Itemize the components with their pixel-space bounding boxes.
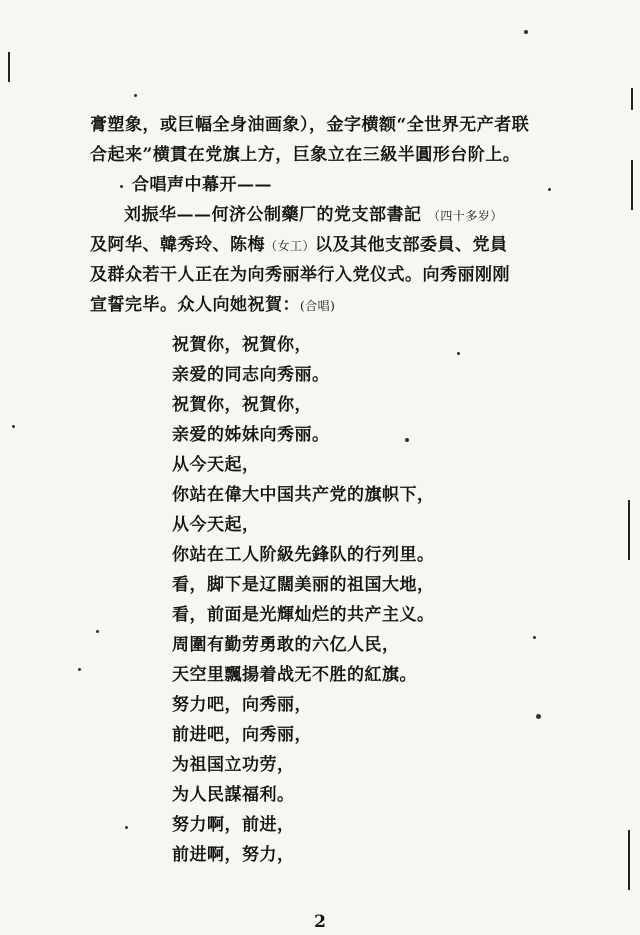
- scan-speck: [96, 630, 99, 633]
- character-list-cont: 以及其他支部委員、党員: [315, 235, 508, 255]
- text-line: 合起来”横貫在党旗上方，巨象立在三級半圓形台阶上。: [90, 145, 521, 165]
- scan-edge-mark: [631, 88, 633, 110]
- scan-edge-mark: [631, 160, 633, 210]
- lyric-line: 祝賀你，祝賀你，: [172, 395, 312, 415]
- lyric-line: 前进啊，努力，: [172, 845, 295, 865]
- lyric-line: 努力吧，向秀丽，: [172, 695, 312, 715]
- role-note: （女工）: [265, 239, 316, 253]
- lyric-line: 周圍有勤劳勇敢的六亿人民，: [172, 635, 400, 655]
- scan-speck: [12, 425, 15, 428]
- text-line: [90, 200, 580, 230]
- scan-speck: [78, 668, 81, 671]
- scan-edge-mark: [8, 52, 10, 82]
- lyric-line: 努力啊，前进，: [172, 815, 295, 835]
- scan-speck: [533, 636, 536, 639]
- lyric-line: 从今天起，: [172, 455, 260, 475]
- text-line: 膏塑象，或巨幅全身油画象），金字横额“全世界无产者联: [90, 115, 530, 135]
- lyric-line: 亲爱的姊妹向秀丽。: [172, 425, 330, 445]
- lyric-line: 天空里飄揚着战无不胜的紅旗。: [172, 665, 417, 685]
- lyric-line: 为人民謀福利。: [172, 785, 295, 805]
- lyric-line: 你站在工人阶級先鋒队的行列里。: [172, 545, 435, 565]
- lyric-line: 从今天起，: [172, 515, 260, 535]
- scan-speck: [457, 352, 460, 355]
- ceremony-text: 宣誓完毕。众人向她祝賀：: [90, 295, 300, 315]
- scan-speck: [125, 826, 128, 829]
- scan-speck: [524, 30, 528, 34]
- text-line: 及群众若干人正在为向秀丽举行入党仪式。向秀丽刚刚: [90, 265, 510, 285]
- character-intro: 刘振华——何济公制藥厂的党支部書記: [124, 205, 422, 225]
- scan-speck: [134, 94, 137, 97]
- lyric-line: 亲爱的同志向秀丽。: [172, 365, 330, 385]
- lyric-line: 祝賀你，祝賀你，: [172, 335, 312, 355]
- scan-speck: [536, 714, 541, 719]
- text-line: [90, 290, 580, 320]
- page-number: 2: [314, 912, 326, 932]
- chorus-note: (合唱): [300, 299, 336, 313]
- lyric-line: 前进吧，向秀丽，: [172, 725, 312, 745]
- lyric-line: 看，脚下是辽闊美丽的祖国大地，: [172, 575, 435, 595]
- lyric-line: 为祖国立功劳，: [172, 755, 295, 775]
- text-line: [90, 230, 580, 260]
- stage-direction-text: [90, 110, 580, 320]
- lyric-line: 你站在偉大中国共产党的旗帜下，: [172, 485, 435, 505]
- scan-edge-mark: [628, 500, 630, 560]
- scan-edge-mark: [628, 830, 630, 890]
- chorus-lyrics: [172, 330, 435, 870]
- text-line: 合唱声中幕开——: [132, 175, 272, 195]
- character-list: 及阿华、韓秀玲、陈梅: [90, 235, 265, 255]
- age-note: （四十多岁）: [427, 209, 503, 223]
- lyric-line: 看，前面是光輝灿烂的共产主义。: [172, 605, 435, 625]
